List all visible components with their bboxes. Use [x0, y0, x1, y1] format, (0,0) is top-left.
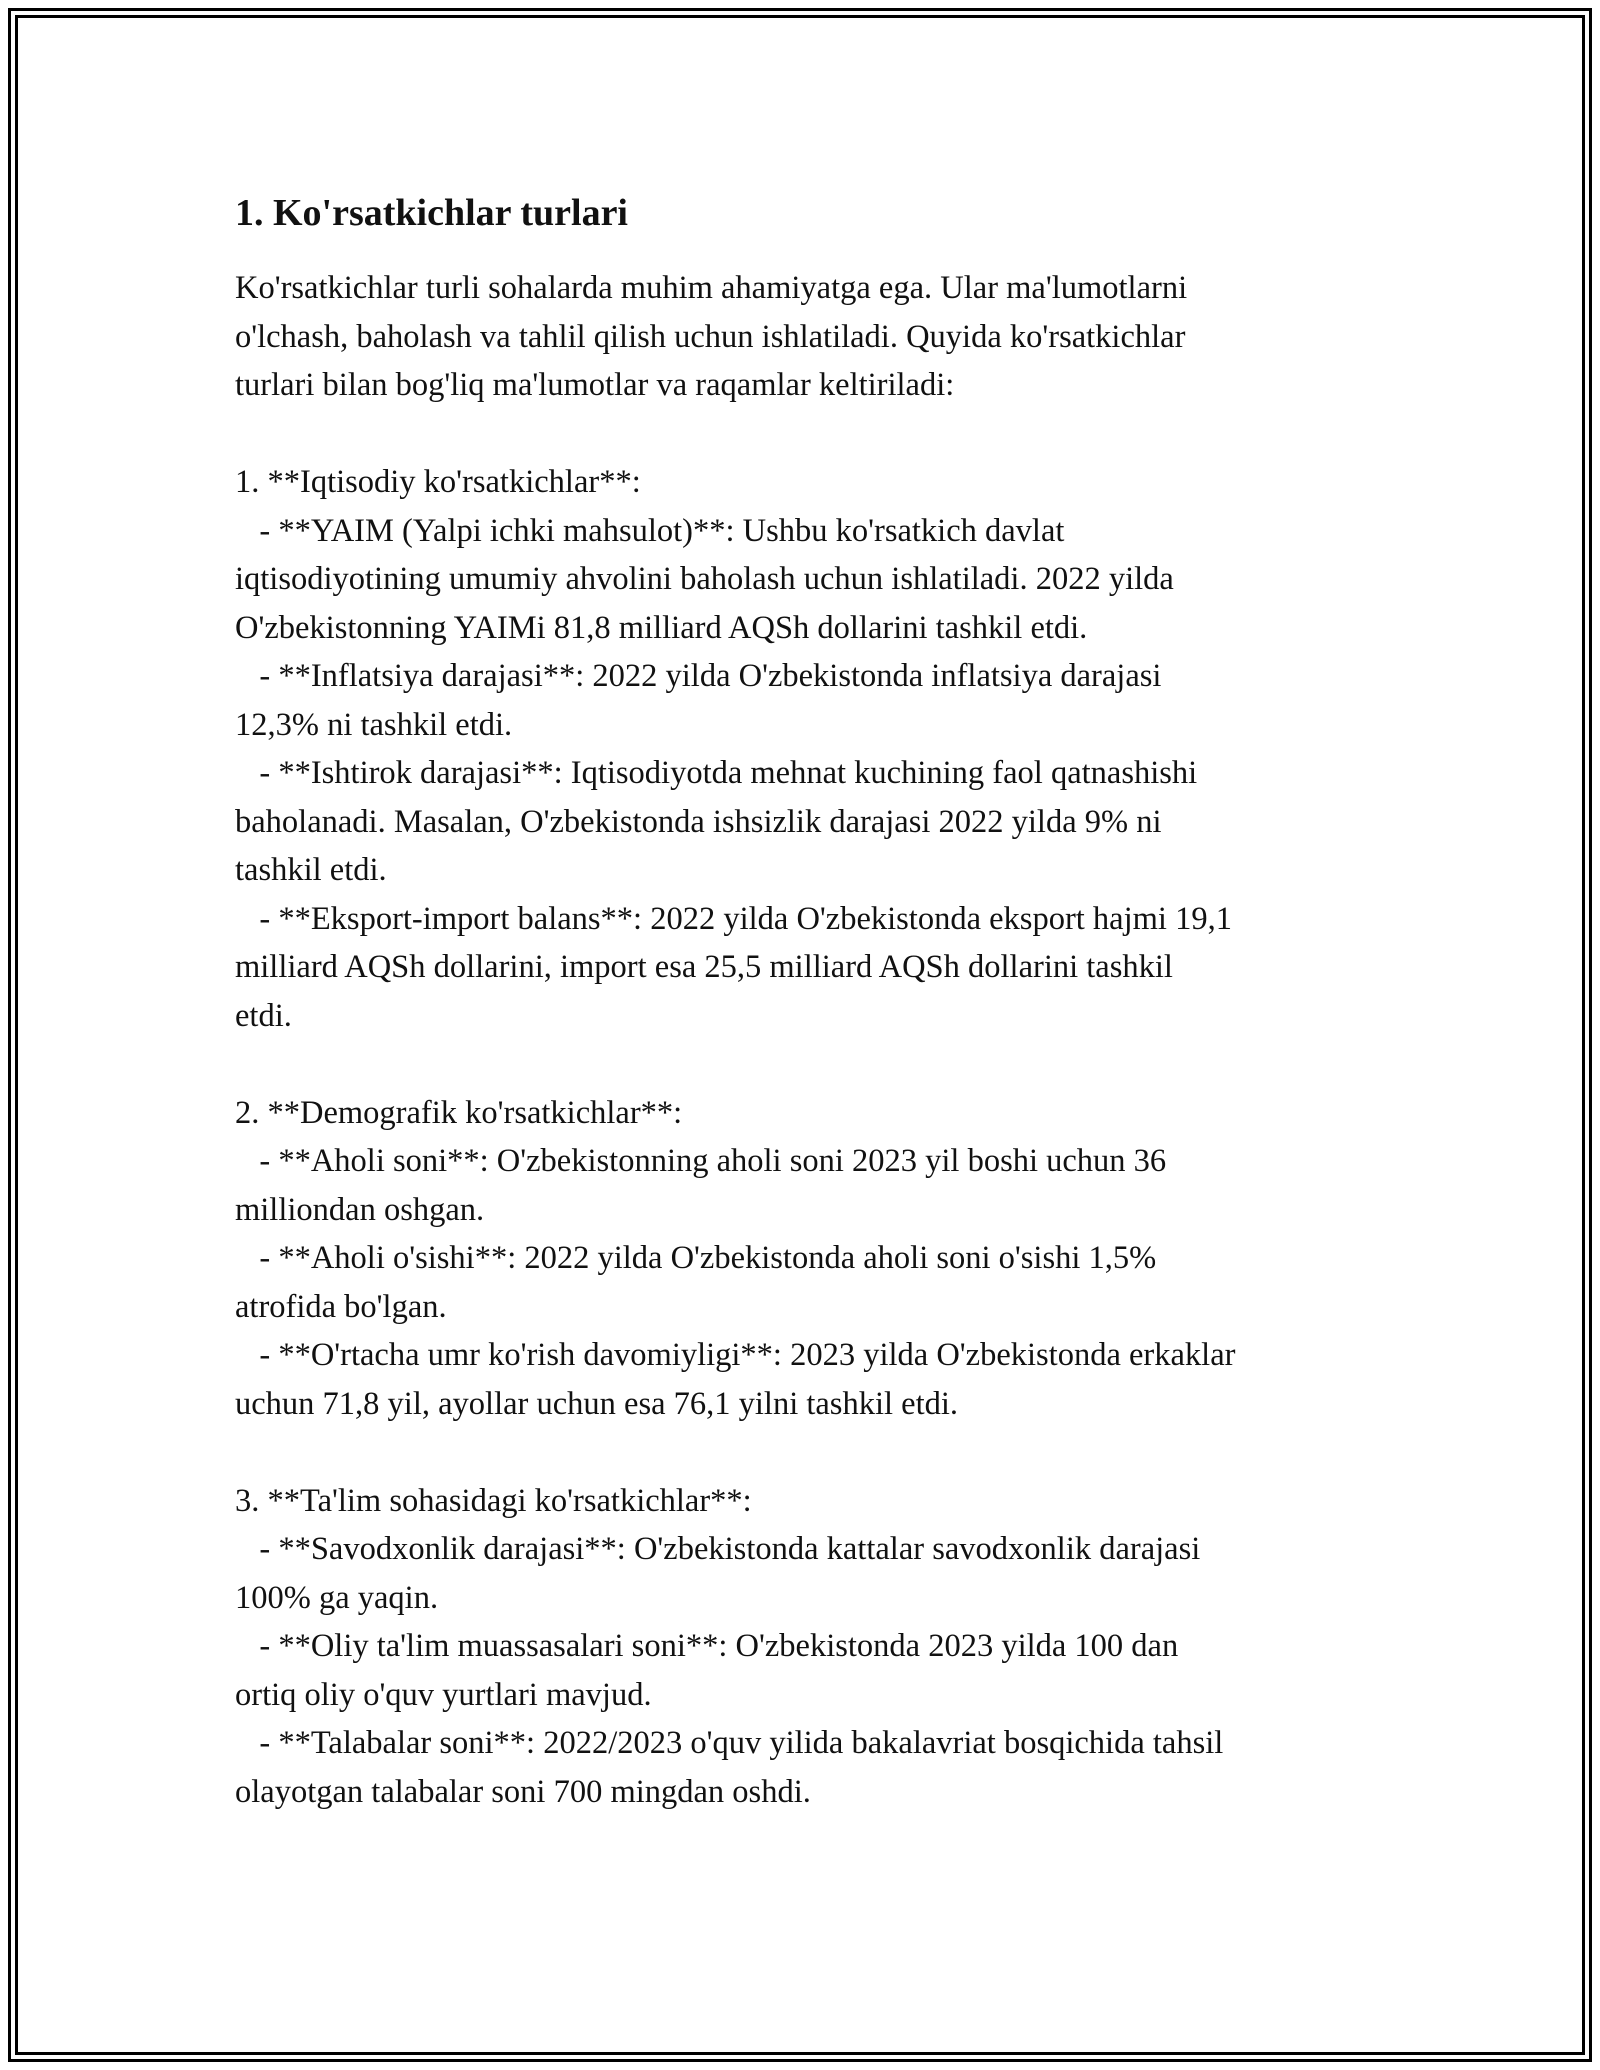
page-title: 1. Ko'rsatkichlar turlari — [235, 192, 628, 234]
section-title: 3. **Ta'lim sohasidagi ko'rsatkichlar**: — [235, 1482, 752, 1519]
section-line: baholanadi. Masalan, O'zbekistonda ishsizlik darajasi 2022 yilda 9% ni — [235, 803, 1162, 840]
section-line: 100% ga yaqin. — [235, 1579, 439, 1616]
section-line: O'zbekistonning YAIMi 81,8 milliard AQSh dollarini tashkil etdi. — [235, 609, 1088, 646]
section-line: milliondan oshgan. — [235, 1191, 485, 1228]
section-line: atrofida bo'lgan. — [235, 1288, 447, 1325]
spacer — [235, 1428, 1375, 1477]
section-line: - **Ishtirok darajasi**: Iqtisodiyotda mehnat kuchining faol qatnashishi — [235, 755, 1198, 791]
intro-line: turlari bilan bog'liq ma'lumotlar va raqamlar keltiriladi: — [235, 367, 955, 403]
section-title: 1. **Iqtisodiy ko'rsatkichlar**: — [235, 464, 641, 500]
intro-line: Ko'rsatkichlar turli sohalarda muhim ahamiyatga ega. Ular ma'lumotlarni — [235, 270, 1188, 306]
section-line: - **Savodxonlik darajasi**: O'zbekistonda kattalar savodxonlik darajasi — [235, 1531, 1201, 1567]
section-economic — [235, 458, 1375, 1040]
section-line: etdi. — [235, 997, 292, 1034]
section-line: iqtisodiyotining umumiy ahvolini baholash uchun ishlatiladi. 2022 yilda — [235, 561, 1174, 597]
intro-line: o'lchash, baholash va tahlil qilish uchun ishlatiladi. Quyida ko'rsatkichlar — [235, 318, 1186, 355]
intro-paragraph — [235, 264, 1375, 410]
section-line: - **Aholi o'sishi**: 2022 yilda O'zbekistonda aholi soni o'sishi 1,5% — [235, 1240, 1157, 1276]
section-line: 12,3% ni tashkil etdi. — [235, 706, 513, 743]
section-line: tashkil etdi. — [235, 852, 387, 888]
section-title: 2. **Demografik ko'rsatkichlar**: — [235, 1094, 683, 1131]
spacer — [235, 1040, 1375, 1089]
section-line: - **O'rtacha umr ko'rish davomiyligi**: 2023 yilda O'zbekistonda erkaklar — [235, 1337, 1236, 1373]
spacer — [235, 410, 1375, 459]
section-line: - **Eksport-import balans**: 2022 yilda O'zbekistonda eksport hajmi 19,1 — [235, 900, 1232, 937]
section-line: ortiq oliy o'quv yurtlari mavjud. — [235, 1676, 652, 1713]
section-line: olayotgan talabalar soni 700 mingdan oshdi. — [235, 1773, 811, 1810]
section-line: - **Aholi soni**: O'zbekistonning aholi soni 2023 yil boshi uchun 36 — [235, 1143, 1167, 1179]
section-line: - **Talabalar soni**: 2022/2023 o'quv yilida bakalavriat bosqichida tahsil — [235, 1725, 1224, 1761]
section-line: milliard AQSh dollarini, import esa 25,5 milliard AQSh dollarini tashkil — [235, 949, 1173, 985]
section-line: uchun 71,8 yil, ayollar uchun esa 76,1 yilni tashkil etdi. — [235, 1385, 958, 1422]
section-line: - **Oliy ta'lim muassasalari soni**: O'zbekistonda 2023 yilda 100 dan — [235, 1628, 1179, 1664]
section-education — [235, 1477, 1375, 1817]
section-line: - **YAIM (Yalpi ichki mahsulot)**: Ushbu ko'rsatkich davlat — [235, 512, 1065, 549]
section-line: - **Inflatsiya darajasi**: 2022 yilda O'zbekistonda inflatsiya darajasi — [235, 658, 1162, 694]
section-demographic — [235, 1089, 1375, 1429]
document-body — [235, 188, 1375, 1816]
